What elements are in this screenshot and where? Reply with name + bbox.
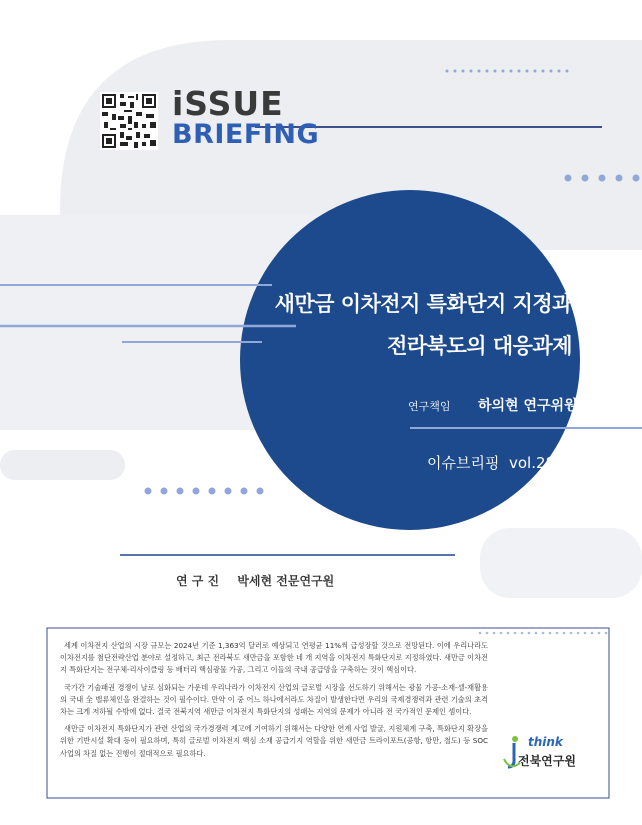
title-line-1: 새만금 이차전지 특화단지 지정과 — [274, 292, 572, 316]
abstract-paragraph-3: 새만금 이차전지 특화단지가 관련 산업의 국가경쟁력 제고에 기여하기 위해서는 다양한 연계 사업 발굴, 지원체계 구축, 특화단지 확장을 위한 기반시설 확대 등이 필요하며, 특히 글로벌 이차전지 핵심 소재 공급기지 역할을 위한 새만금 트라이포트(공항, 항만, 철도) 등 SOC 사업의 차질 없는 진행이 절대적으로 필요하다. — [60, 724, 488, 758]
briefing-wordmark: BRIEFING — [172, 119, 320, 150]
dots-left — [145, 488, 264, 495]
bg-shape-bottom — [480, 528, 642, 598]
title-circle — [240, 190, 580, 530]
author-role-label: 연구책임 — [408, 400, 451, 413]
abstract-text — [60, 640, 488, 765]
author-name: 하의현 연구위원 — [478, 398, 578, 414]
abstract-paragraph-1: 세계 이차전지 산업의 시장 규모는 2024년 기준 1,363억 달러로 예상되고 연평균 11%씩 급성장할 것으로 전망된다. 이에 우리나라도 이차전지를 첨단전략산업 분야로 설정하고, 최근 전라북도 새만금을 포함한 네 개 지역을 이차전지 특화단지로 지정하였다. 새만금 이차전지 특화단지는 전구체-리사이클링 등 배터리 핵심광물 가공, 그리고 이들의 국내 공급망을 구축하는 것이 핵심이다. — [60, 641, 488, 675]
bg-shape-pill-left — [0, 450, 125, 480]
series-name: 이슈브리핑 — [427, 454, 500, 472]
logo-think-text: think — [528, 735, 563, 749]
qr-code[interactable] — [100, 92, 158, 150]
title-line-2: 전라북도의 대응과제 — [387, 334, 572, 358]
abstract-paragraph-2: 국가간 기술패권 경쟁이 날로 심화되는 가운데 우리나라가 이차전지 산업의 글로벌 시장을 선도하기 위해서는 광물 가공-소재-셀-재활용의 국내 全 밸류체인을 완결하는 것이 필수이다. 만약 이 중 어느 하나에서라도 차질이 발생한다면 우리의 국제경쟁력과 관련 기술의 초격차는 크게 저하될 수밖에 없다. 결국 전북지역 새만금 이차전지 특화단지의 성패는 지역의 문제가 아니라 전 국가적인 문제인 셈이다. — [60, 682, 488, 717]
researchers — [176, 572, 348, 589]
series-label — [427, 452, 565, 473]
dots-bottom — [479, 632, 608, 635]
logo-name-text: 전북연구원 — [518, 754, 576, 768]
researchers-label: 연 구 진 — [176, 574, 220, 588]
issue-wordmark: iSSUE — [172, 84, 284, 123]
researcher-name: 박세현 전문연구원 — [237, 574, 335, 588]
series-volume: vol.287 — [509, 454, 565, 472]
